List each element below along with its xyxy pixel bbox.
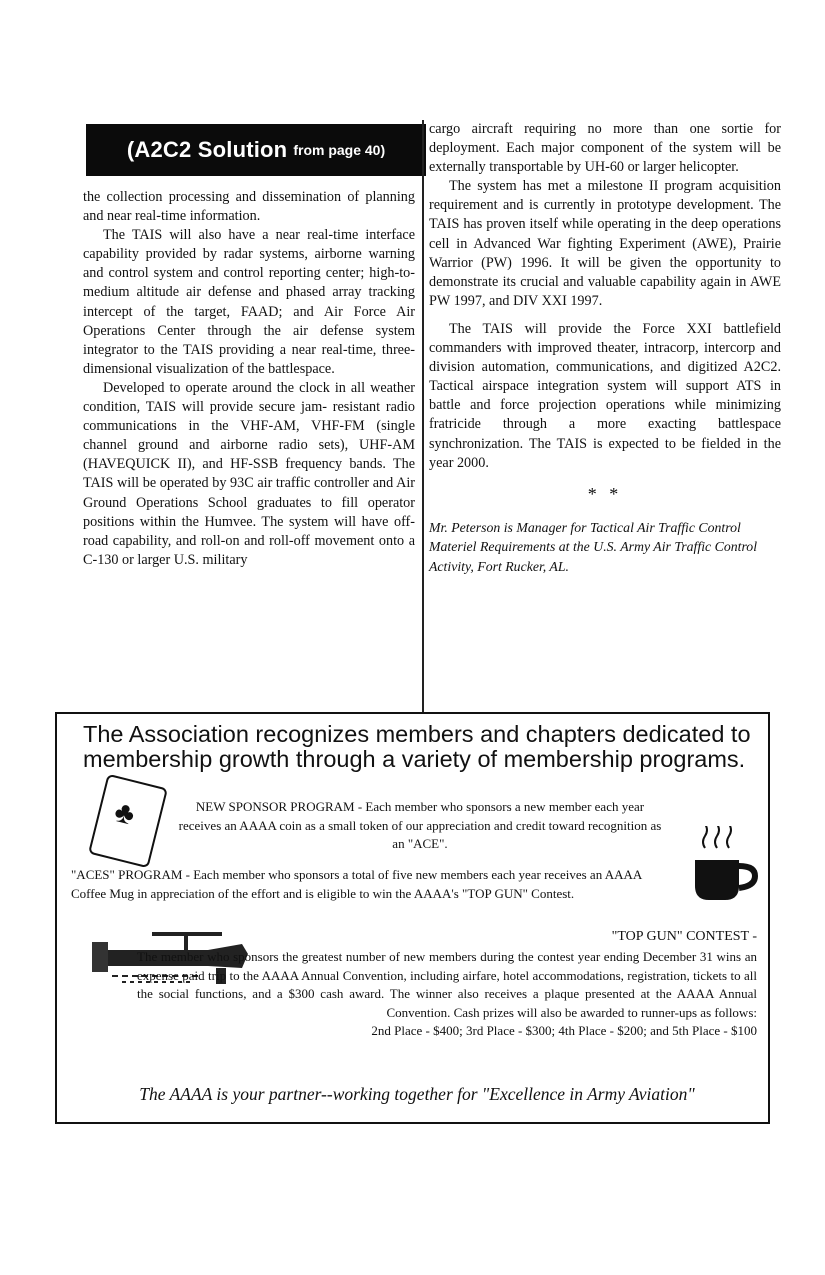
author-note: Mr. Peterson is Manager for Tactical Air Traffic Control Materiel Requirements at the U.S. Army Air Traffic Control Activity, Fort Rucker, AL. [429, 519, 758, 574]
right-paragraph-2: The system has met a milestone II program acquisition requirement and is currently in prototype development. The TAIS has proven itself while operating in the deep operations cell in Advanced War fighting Experiment (AWE), Prairie Warrior (PW) 1996. It will be given the opportunity to demonstrate its crucial and valuable capability again in AWE PW 1997, and DIV XXI 1997. [429, 178, 781, 309]
right-paragraph-1: cargo aircraft requiring no more than one sortie for deployment. Each major component of the system will be externally transportable by UH-60 or larger helicopter. [429, 121, 781, 176]
association-tagline: The AAAA is your partner--working together for "Excellence in Army Aviation" [139, 1084, 695, 1104]
article-banner [86, 124, 426, 176]
left-paragraph-3: Developed to operate around the clock in all weather condition, TAIS will provide secure jam- resistant radio communications in the VHF-AM, VHF-FM (single channel ground and airborne radio sets), UHF-AM (HAVEQUICK II), and HF-SSB frequency bands. The TAIS will be operated by 93C air traffic controller and Air Ground Operations School graduates to fill operator positions within the Humvee. The system will have off-road capability, and roll-on and roll-off movement onto a C-130 or larger U.S. military [83, 379, 415, 568]
top-gun-description: The member who sponsors the greatest number of new members during the contest year ending December 31 wins an expense paid trip to the AAAA Annual Convention, including airfare, hotel accommodations, registration, tickets to all the social functions, and a $300 cash award. The winner also receives a plaque presented at the AAAA Annual Convention. Cash prizes will also be awarded to runner-ups as follows: [137, 949, 757, 1020]
right-column [429, 120, 781, 576]
section-end-stars: * * [587, 483, 623, 504]
top-gun-title: "TOP GUN" CONTEST - [611, 929, 757, 944]
club-icon: ♣ [111, 795, 139, 832]
playing-card-icon [88, 774, 168, 869]
banner-from: from page 40) [293, 142, 386, 158]
column-divider [422, 120, 424, 712]
membership-headline: The Association recognizes members and chapters dedicated to membership growth through a variety of membership programs. [83, 721, 751, 772]
membership-programs-box [55, 712, 770, 1124]
coffee-mug-icon [691, 826, 761, 906]
aces-program: "ACES" PROGRAM - Each member who sponsors a total of five new members each year receives an AAAA Coffee Mug in appreciation of the effort and is eligible to win the AAAA's "TOP GUN" Contest. [71, 867, 642, 901]
left-column [83, 188, 415, 570]
right-paragraph-3: The TAIS will provide the Force XXI battlefield commanders with improved theater, intracorp, intercorp and division automation, communications, and digitized A2C2. Tactical airspace integration system will support ATS in battle and force projection operations while minimizing fratricide through a more exacting battlespace synchronization. The TAIS is expected to be fielded in the year 2000. [429, 320, 781, 471]
left-paragraph-2: The TAIS will also have a near real-time interface capability provided by radar systems, airborne warning and control system and control reporting center; high-to-medium altitude air defense and phased array tracking intercept of the target, FAAD; and Air Force Air Operations Center through the air defense system integrator to the TAIS providing a near real-time, three- dimensional visualization of the battlespace. [83, 227, 415, 377]
left-paragraph-1: the collection processing and dissemination of planning and near real-time information. [83, 189, 415, 225]
runner-up-prizes: 2nd Place - $400; 3rd Place - $300; 4th Place - $200; and 5th Place - $100 [371, 1023, 757, 1038]
new-sponsor-program: NEW SPONSOR PROGRAM - Each member who sponsors a new member each year receives an AAAA coin as a small token of our appreciation and credit toward recognition as an "ACE". [178, 799, 662, 852]
banner-title: (A2C2 Solution [126, 137, 288, 162]
